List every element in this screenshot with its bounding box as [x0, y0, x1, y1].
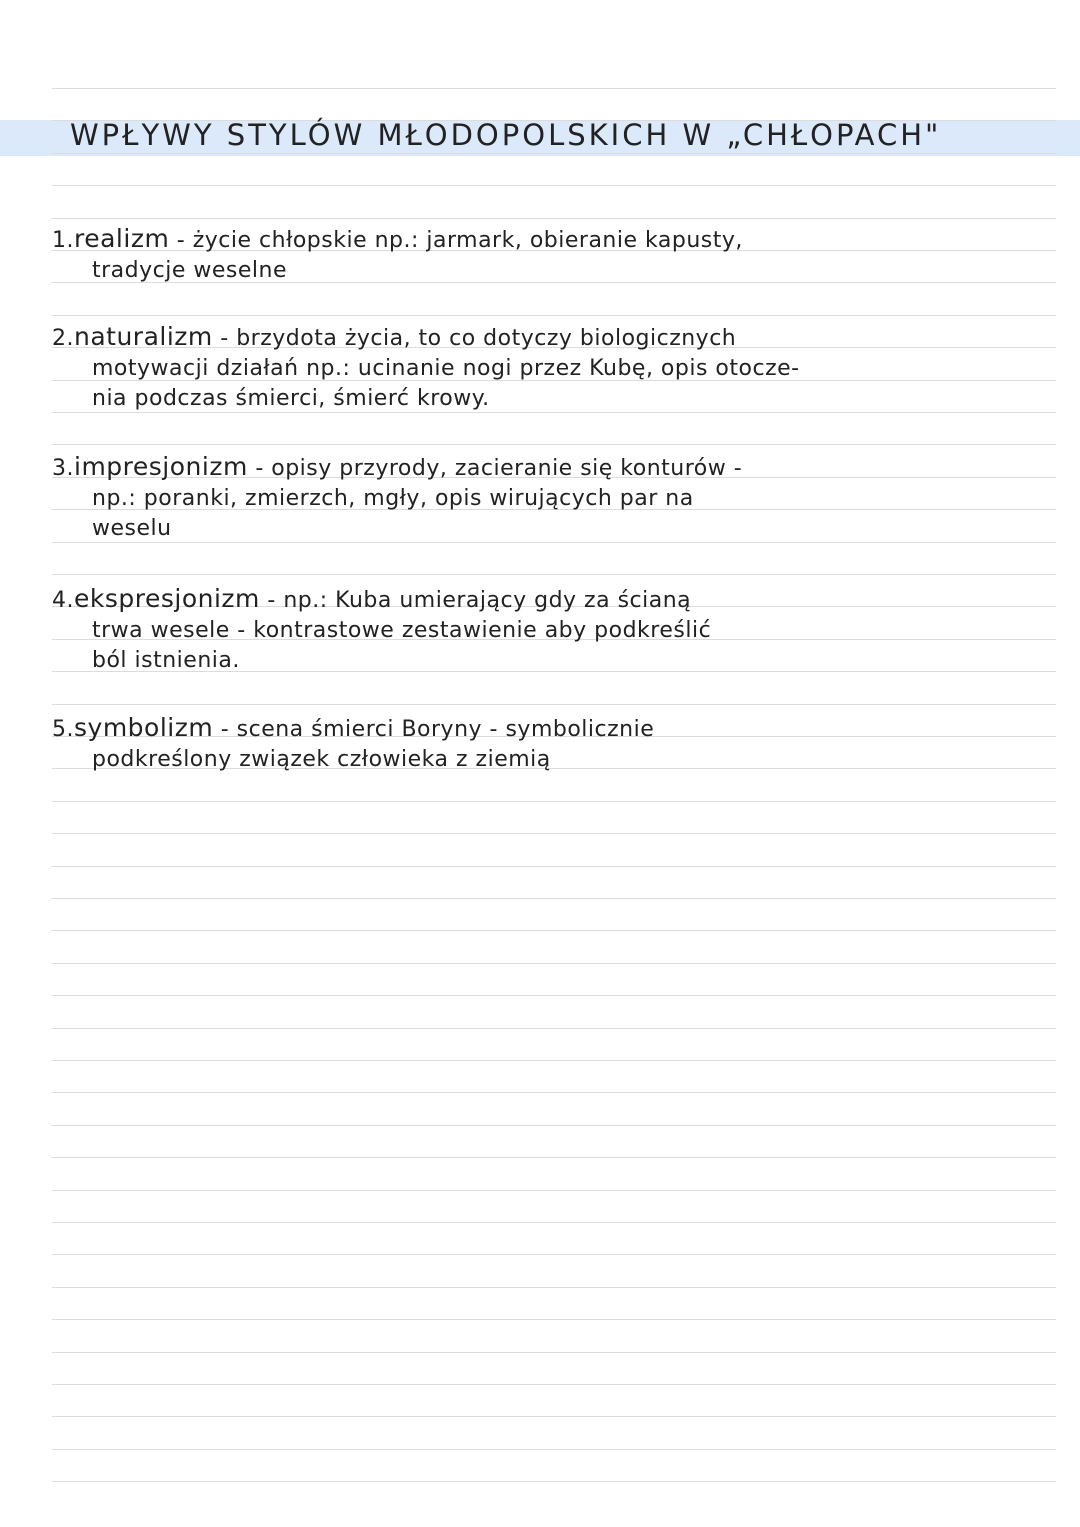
- item-text: - życie chłopskie np.: jarmark, obieranie kapusty,: [176, 228, 743, 253]
- ruled-line: [52, 218, 1056, 219]
- ruled-line: [52, 88, 1056, 89]
- ruled-line: [52, 1416, 1056, 1417]
- ruled-line: [52, 1190, 1056, 1191]
- ruled-line: [52, 1028, 1056, 1029]
- ruled-line: [52, 1449, 1056, 1450]
- item-term: impresjonizm: [74, 452, 248, 481]
- ruled-line: [52, 1254, 1056, 1255]
- item-text: np.: poranki, zmierzch, mgły, opis wirujących par na: [92, 486, 694, 511]
- item-term: ekspresjonizm: [74, 584, 260, 613]
- item-text: nia podczas śmierci, śmierć krowy.: [92, 386, 490, 411]
- item-number: 1.: [52, 228, 74, 253]
- ruled-line: [52, 574, 1056, 575]
- item-text: - np.: Kuba umierający gdy za ścianą: [267, 588, 692, 613]
- item-text: - scena śmierci Boryny - symbolicznie: [220, 717, 655, 742]
- item-text: - opisy przyrody, zacieranie się konturów -: [255, 456, 743, 481]
- ruled-line: [52, 1222, 1056, 1223]
- item-number: 3.: [52, 456, 74, 481]
- list-item: [52, 713, 1012, 775]
- ruled-line: [52, 1287, 1056, 1288]
- ruled-line: [52, 801, 1056, 802]
- ruled-line: [52, 1092, 1056, 1093]
- item-text: tradycje weselne: [92, 258, 287, 283]
- item-term: symbolizm: [74, 713, 214, 742]
- item-text: trwa wesele - kontrastowe zestawienie aby podkreślić: [92, 618, 712, 643]
- ruled-line: [52, 1125, 1056, 1126]
- ruled-line: [52, 963, 1056, 964]
- ruled-line: [52, 866, 1056, 867]
- ruled-line: [52, 1157, 1056, 1158]
- item-number: 2.: [52, 326, 74, 351]
- ruled-line: [52, 1384, 1056, 1385]
- item-text: ból istnienia.: [92, 648, 240, 673]
- item-text: weselu: [92, 516, 172, 541]
- ruled-line: [52, 1481, 1056, 1482]
- page-title: WPŁYWY STYLÓW MŁODOPOLSKICH W „CHŁOPACH": [70, 118, 942, 152]
- ruled-line: [52, 704, 1056, 705]
- ruled-line: [52, 1319, 1056, 1320]
- list-item: [52, 452, 1012, 544]
- ruled-line: [52, 930, 1056, 931]
- item-text: podkreślony związek człowieka z ziemią: [92, 747, 551, 772]
- item-number: 5.: [52, 717, 74, 742]
- ruled-line: [52, 185, 1056, 186]
- ruled-line: [52, 995, 1056, 996]
- item-text: - brzydota życia, to co dotyczy biologicznych: [220, 326, 737, 351]
- list-item: [52, 322, 1012, 414]
- item-number: 4.: [52, 588, 74, 613]
- item-term: naturalizm: [74, 322, 213, 351]
- list-item: [52, 584, 1012, 676]
- list-item: [52, 224, 1012, 286]
- ruled-line: [52, 1352, 1056, 1353]
- item-text: motywacji działań np.: ucinanie nogi przez Kubę, opis otocze-: [92, 356, 800, 381]
- ruled-line: [52, 898, 1056, 899]
- ruled-line: [52, 315, 1056, 316]
- ruled-line: [52, 444, 1056, 445]
- ruled-line: [52, 153, 1056, 154]
- ruled-line: [52, 1060, 1056, 1061]
- ruled-line: [52, 833, 1056, 834]
- item-term: realizm: [74, 224, 170, 253]
